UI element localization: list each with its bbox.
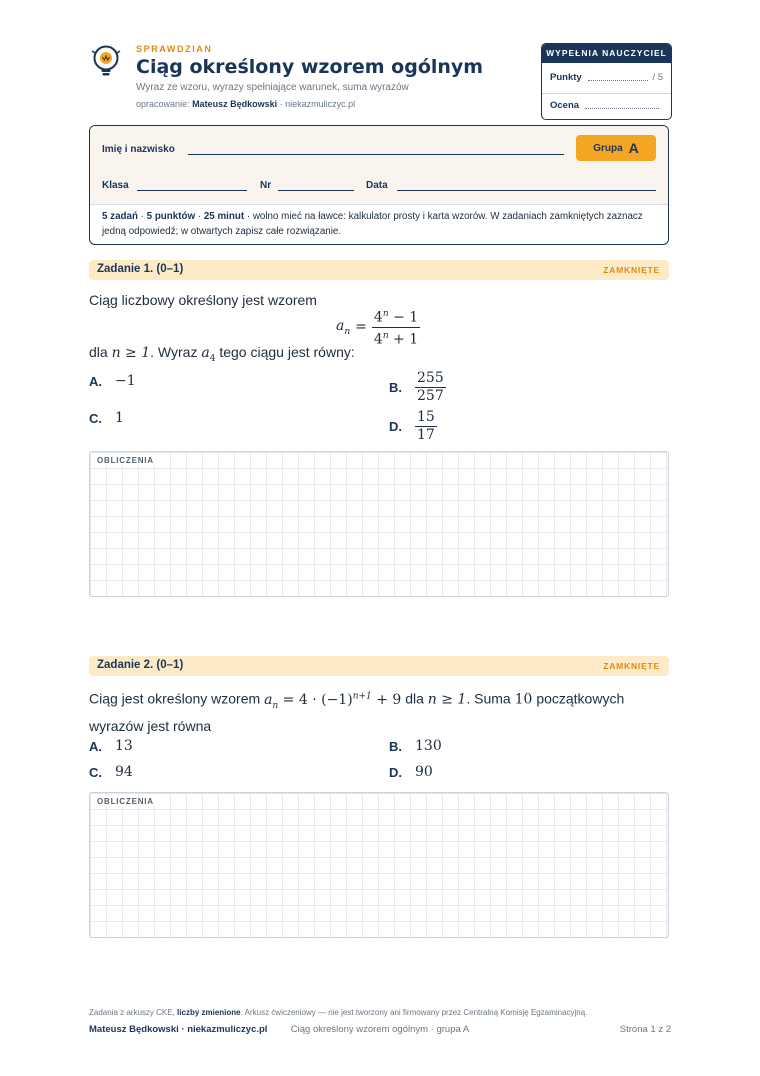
footer-note-prefix: Zadania z arkuszy CKE,: [89, 1008, 175, 1017]
footer-note-suffix: . Arkusz ćwiczeniowy — nie jest tworzony ani firmowany przez Centralną Komisję Egzaminacyjną.: [240, 1008, 588, 1017]
formula-den-rest: + 1: [388, 331, 419, 348]
nr-label: Nr: [260, 180, 272, 191]
formula-den-sup: n: [382, 330, 389, 341]
footer-page-number: Strona 1 z 2: [619, 1024, 671, 1035]
option-letter: D.: [389, 419, 402, 434]
info-points: 5 punktów: [146, 211, 196, 222]
formula-num-sup: n: [382, 309, 389, 319]
byline-author: Mateusz Będkowski: [192, 99, 278, 109]
byline: [136, 99, 483, 109]
student-fields: [90, 126, 668, 205]
t2-mid: dla: [405, 690, 424, 707]
calc-label: OBLICZENIA: [94, 796, 157, 807]
t2-line2: wyrazów jest równa: [89, 718, 212, 735]
option-letter: A.: [89, 373, 102, 389]
task-2-type: ZAMKNIĘTE: [603, 661, 660, 671]
class-field[interactable]: [137, 190, 247, 191]
task-2-option-d[interactable]: [389, 764, 433, 780]
date-label: Data: [366, 180, 388, 191]
task-1-option-c[interactable]: [89, 410, 124, 426]
t2-suffix: początkowych: [536, 690, 625, 707]
option-value: −1: [115, 373, 136, 389]
info-rest: · wolno mieć na ławce: kalkulator prosty i karta wzorów. W zadaniach zamkniętych zaznacz jedną odpowiedź; w otwartych zapisz całe rozwiązanie.: [102, 211, 643, 237]
byline-prefix: opracowanie:: [136, 99, 190, 109]
cond-term: a: [201, 345, 210, 361]
cond-math: n ≥ 1: [111, 345, 151, 361]
option-den: 17: [417, 427, 435, 443]
lightbulb-icon: [90, 44, 122, 78]
task-1-calc-area[interactable]: [89, 451, 669, 597]
group-badge: [576, 135, 656, 161]
task-1-condition: [89, 342, 355, 370]
t2-formula: 4 · (−1): [298, 691, 353, 708]
footer-left: Mateusz Będkowski · niekazmuliczyc.pl: [89, 1024, 268, 1035]
student-box: [89, 125, 669, 245]
option-letter: B.: [389, 380, 402, 395]
t2-prefix: Ciąg jest określony wzorem: [89, 690, 261, 707]
task-1-option-a[interactable]: [89, 373, 136, 389]
option-value: 130: [415, 738, 442, 754]
option-letter: C.: [89, 410, 102, 426]
group-label: Grupa: [593, 142, 623, 154]
task-1-option-d[interactable]: [389, 409, 437, 444]
formula-den: 4: [373, 331, 383, 348]
points-label: Punkty: [550, 72, 582, 83]
option-num: 15: [417, 409, 435, 425]
formula-lhs: a: [336, 317, 345, 334]
formula-num: 4: [373, 309, 383, 326]
class-label: Klasa: [102, 180, 129, 191]
option-value: 90: [415, 764, 433, 780]
task-2-text: Ciąg jest określony wzorem $a_n = 4 \cdot (-1)^{n+1} + 9$ dla n ≥ 1. Suma 10 początkowych wyrazów jest równa: [89, 690, 625, 735]
task-2-header: [89, 656, 669, 676]
group-letter: A: [628, 140, 639, 156]
option-den: 257: [417, 388, 444, 404]
header: [136, 44, 483, 109]
t2-cond: n ≥ 1: [427, 691, 467, 708]
teacher-box-heading: WYPEŁNIA NAUCZYCIEL: [542, 44, 671, 63]
formula-num-rest: − 1: [388, 309, 419, 326]
name-field[interactable]: [188, 154, 564, 155]
t2-mid2: . Suma: [466, 690, 511, 707]
cond-term-sub: 4: [209, 353, 216, 364]
grade-row: [550, 100, 663, 111]
points-row: [550, 72, 663, 83]
t2-count: 10: [514, 691, 533, 708]
byline-suffix: · niekazmuliczyc.pl: [279, 99, 356, 109]
name-label: Imię i nazwisko: [102, 144, 175, 155]
points-field[interactable]: [588, 80, 649, 81]
task-2-option-b[interactable]: [389, 738, 442, 754]
option-letter: D.: [389, 764, 402, 780]
cond-prefix: dla: [89, 344, 108, 360]
exam-info: 5 zadań · 5 punktów · 25 minut · wolno mieć na ławce: kalkulator prosty i karta wzorów. W zadaniach zamkniętych zaznacz jedną odpowiedź; w otwartych zapisz całe rozwiązanie.: [102, 211, 643, 237]
task-1-intro: Ciąg liczbowy określony jest wzorem: [89, 292, 317, 308]
option-letter: B.: [389, 738, 402, 754]
points-max: / 5: [652, 72, 663, 83]
option-fraction: [415, 370, 446, 405]
task-1-header: [89, 260, 669, 280]
option-value: 94: [115, 764, 133, 780]
t2-formula-rest: + 9: [371, 691, 402, 708]
info-tasks: 5 zadań: [102, 211, 138, 222]
teacher-box-divider: [542, 93, 671, 94]
task-1-option-b[interactable]: [389, 370, 446, 405]
cond-suffix: tego ciągu jest równy:: [219, 344, 355, 360]
option-value: 13: [115, 738, 133, 754]
info-time: 25 minut: [203, 211, 245, 222]
option-num: 255: [417, 370, 444, 386]
option-value: 1: [115, 410, 124, 426]
page-title: Ciąg określony wzorem ogólnym: [136, 56, 484, 78]
cond-mid: . Wyraz: [150, 344, 198, 360]
task-1-title: Zadanie 1. (0–1): [97, 263, 184, 275]
formula-lhs-sub: n: [344, 326, 351, 337]
footer-note-bold: liczby zmienione: [177, 1008, 241, 1017]
footer-note: [89, 1008, 587, 1017]
option-letter: A.: [89, 738, 102, 754]
task-1-formula: $a_n$ = $\frac{4^n - 1}{4^n + 1}$: [336, 306, 420, 348]
nr-field[interactable]: [278, 190, 354, 191]
task-2-title: Zadanie 2. (0–1): [97, 659, 184, 671]
grade-field[interactable]: [585, 108, 659, 109]
formula-fraction: [372, 306, 420, 348]
teacher-box: [541, 43, 672, 120]
task-1-type: ZAMKNIĘTE: [603, 265, 660, 275]
option-fraction: [415, 409, 437, 444]
t2-formula-sup: n+1: [352, 691, 372, 701]
task-2-option-a[interactable]: [89, 738, 133, 754]
calc-label: OBLICZENIA: [94, 455, 157, 466]
grade-label: Ocena: [550, 100, 580, 111]
option-letter: C.: [89, 764, 102, 780]
header-kicker: SPRAWDZIAN: [136, 44, 213, 54]
footer-center: Ciąg określony wzorem ogólnym · grupa A: [290, 1024, 470, 1035]
page-subtitle: Wyraz ze wzoru, wyrazy spełniające warunek, suma wyrazów: [136, 82, 409, 93]
task-2-calc-area[interactable]: [89, 792, 669, 938]
date-field[interactable]: [397, 190, 656, 191]
task-2-option-c[interactable]: [89, 764, 133, 780]
